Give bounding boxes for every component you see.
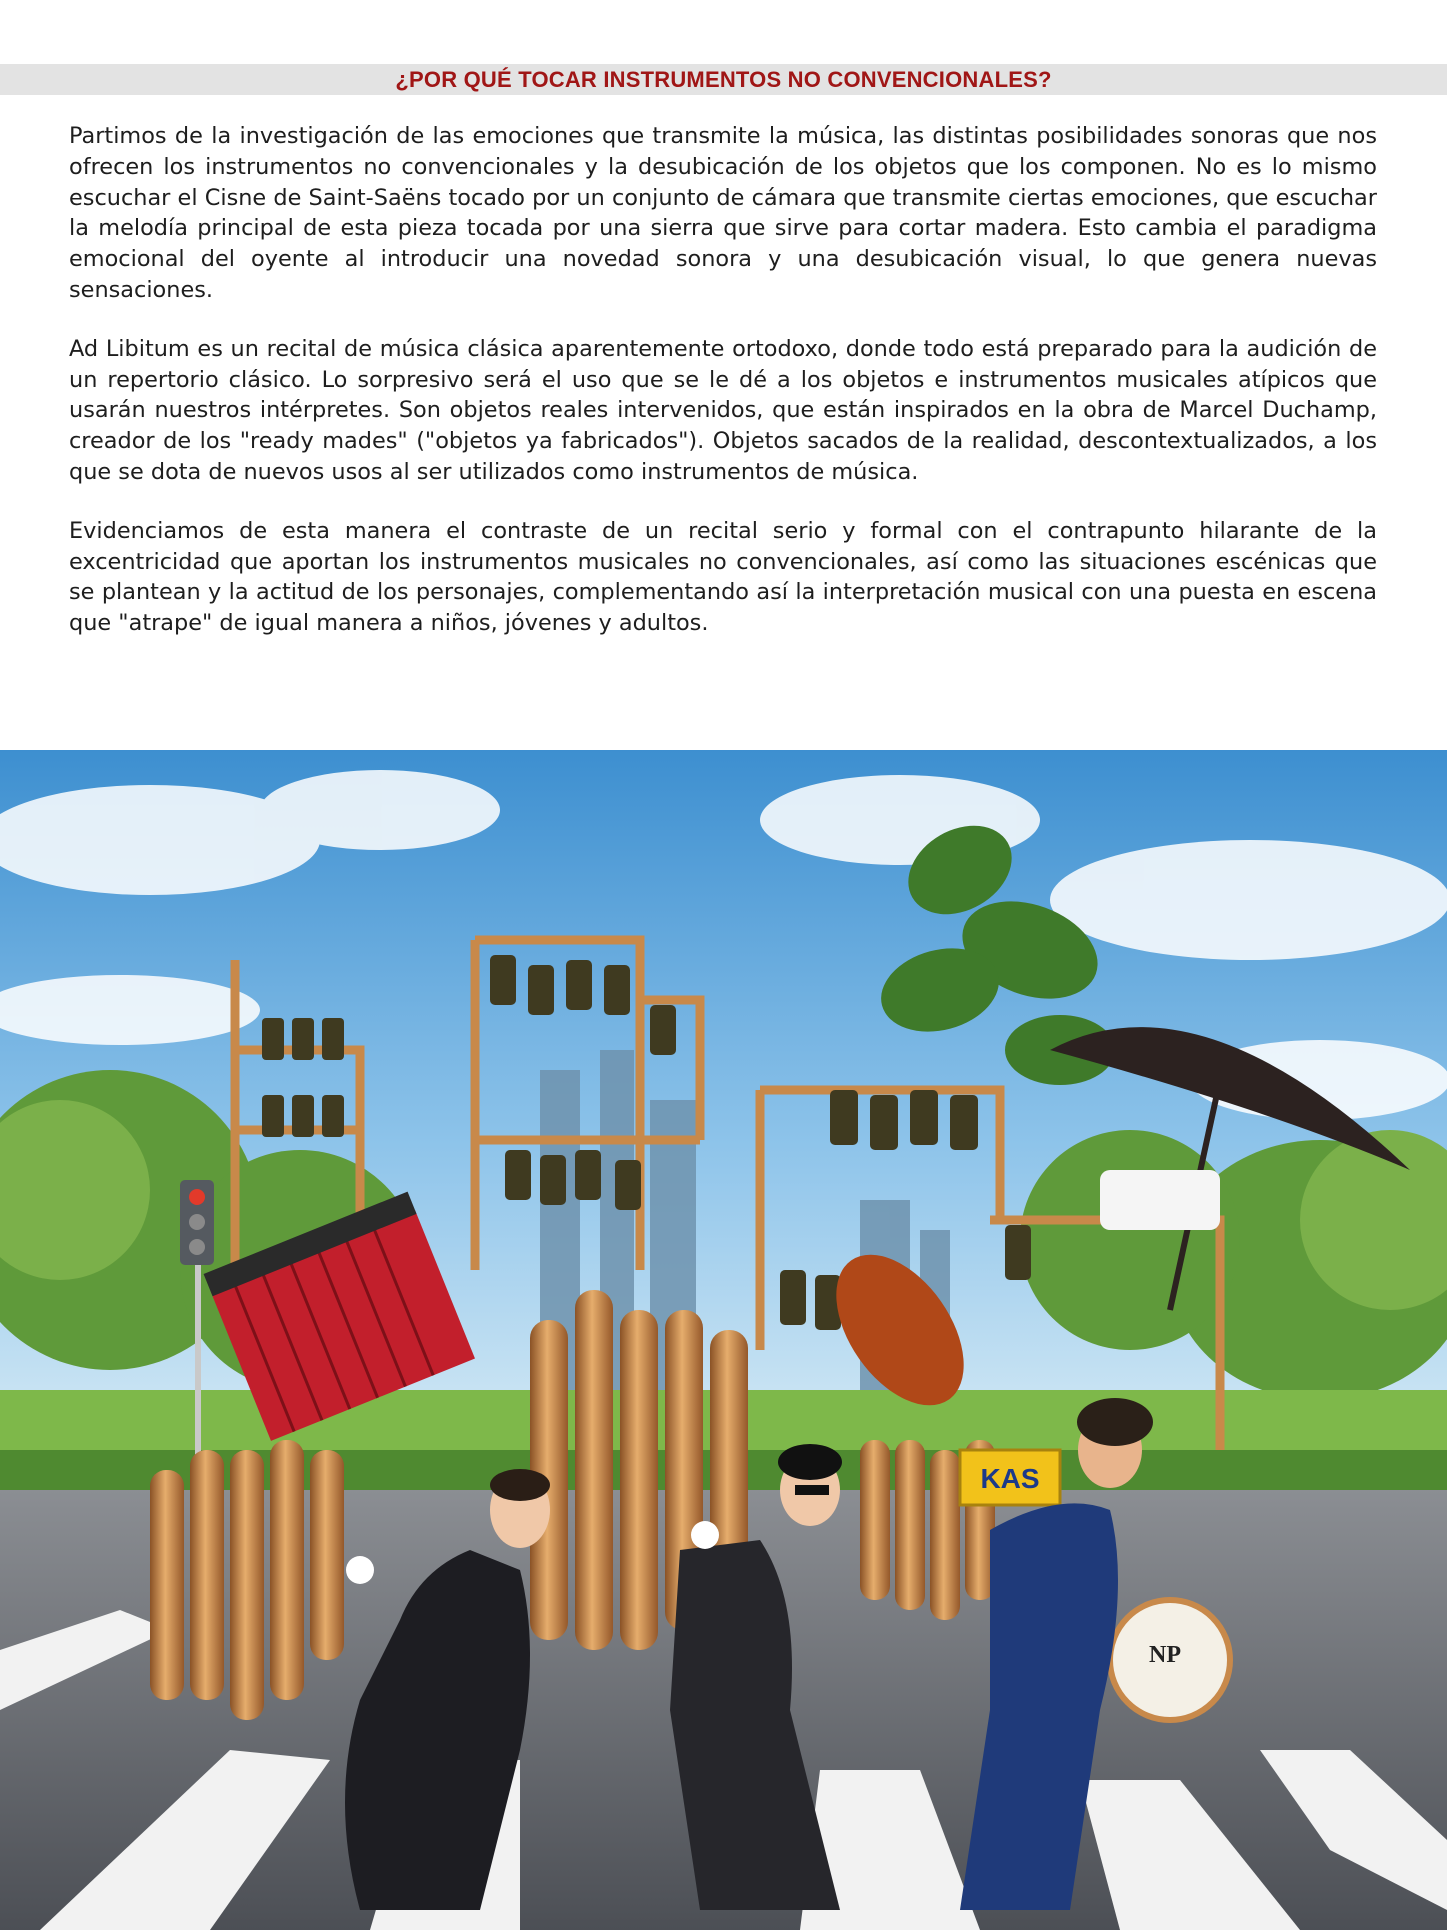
drum-label: NP [1149,1642,1181,1668]
paragraph-2: Ad Libitum es un recital de música clásica aparentemente ortodoxo, donde todo está preparado para la audición de un repertorio clásico. Lo sorpresivo será el uso que se le dé a los objetos e instrumentos musicales atípicos que usarán nuestros intérpretes. Son objetos reales intervenidos, que están inspirados en la obra de Marcel Duchamp, creador de los "ready mades" ("objetos ya fabricados"). Objetos sacados de la realidad, descontextualizados, a los que se dota de nuevos usos al ser utilizados como instrumentos de música. [69,335,1377,485]
article-body [69,121,1377,667]
paragraph-3: Evidenciamos de esta manera el contraste de un recital serio y formal con el contrapunto hilarante de la excentricidad que aportan los instrumentos musicales no convencionales, así como las situaciones escénicas que se plantean y la actitud de los personajes, complementando así la interpretación musical con una puesta en escena que "atrape" de igual manera a niños, jóvenes y adultos. [69,517,1377,637]
page-title: ¿POR QUÉ TOCAR INSTRUMENTOS NO CONVENCIONALES? [395,66,1052,92]
heading-bar [0,64,1447,95]
performers-photo [0,750,1447,1930]
paragraph-1: Partimos de la investigación de las emociones que transmite la música, las distintas posibilidades sonoras que nos ofrecen los instrumentos no convencionales y la desubicación de los objetos que los componen. No es lo mismo escuchar el Cisne de Saint-Saëns tocado por un conjunto de cámara que transmite ciertas emociones, que escuchar la melodía principal de esta pieza tocada por una sierra que sirve para cortar madera. Esto cambia el paradigma emocional del oyente al introducir una novedad sonora y una desubicación visual, lo que genera nuevas sensaciones. [69,123,1377,303]
crate-label: KAS [980,1463,1040,1494]
